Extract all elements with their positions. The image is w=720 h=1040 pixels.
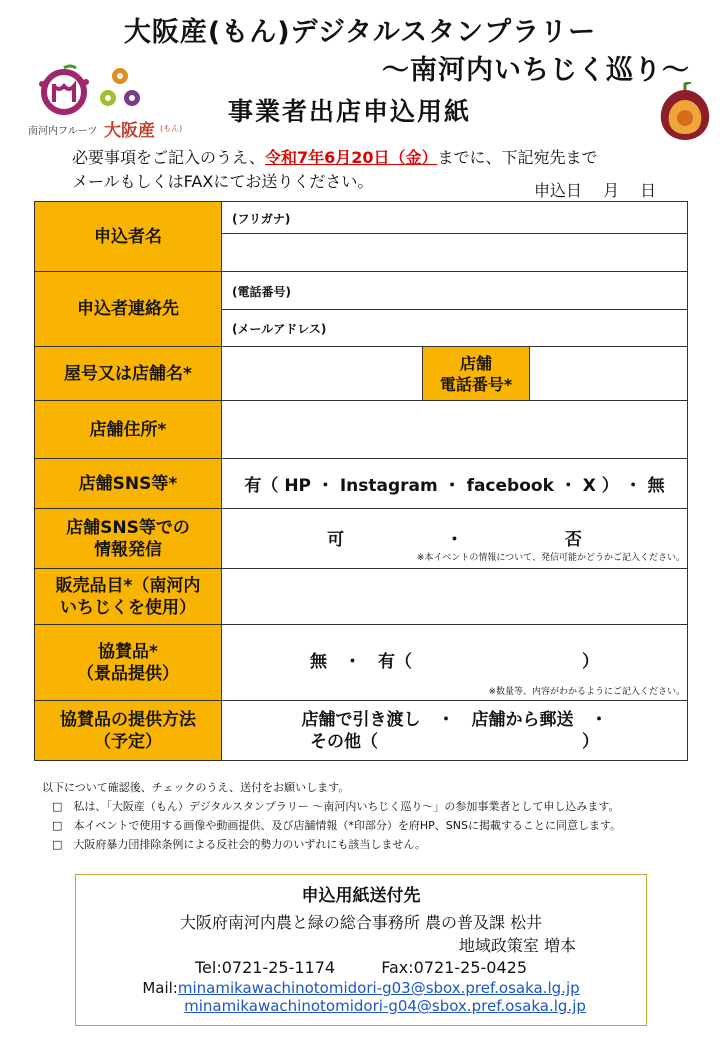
check-item[interactable]: □ 私は、「大阪産（もん）デジタルスタンプラリー 〜南河内いちじく巡り〜」の参加事業者として申し込みます。 [52, 800, 620, 813]
label-sponsor [35, 625, 222, 701]
contact-heading: 申込用紙送付先 [301, 886, 421, 906]
sns-info-line1: 店舗SNS等での [66, 517, 190, 538]
shop-phone-line1: 店舗 [459, 353, 492, 373]
sns-info-line2: 情報発信 [94, 539, 162, 560]
apply-date[interactable]: 申込日 月 日 [532, 178, 684, 202]
shop-name-field[interactable] [222, 347, 423, 401]
sponsor-options[interactable]: 無 ・ 有（ ） [310, 651, 599, 672]
mail-link-1[interactable]: minamikawachinotomidori-g03@sbox.pref.osaka.lg.jp [177, 979, 580, 997]
email-label: (メールアドレス) [232, 322, 327, 336]
contact-box [75, 874, 647, 1026]
intro-line2: メールもしくはFAXにてお送りください。 [72, 172, 374, 191]
label-products [35, 569, 222, 625]
mail-label: Mail: [142, 979, 178, 997]
intro-text [72, 146, 598, 194]
delivery-line1: 協賛品の提供方法 [60, 709, 196, 730]
sns-info-yes[interactable]: 可 [327, 529, 345, 550]
sns-info-dot: ・ [446, 529, 463, 550]
logo-caption-right: 大阪産 [104, 121, 155, 141]
label-delivery [35, 701, 222, 761]
checks-lead: 以下について確認後、チェックのうえ、送付をお願いします。 [42, 781, 350, 794]
sponsor-line2: （景品提供） [77, 663, 179, 684]
event-logo [28, 62, 188, 140]
label-contact: 申込者連絡先 [35, 272, 222, 347]
products-line1: 販売品目*（南河内 [55, 575, 201, 596]
products-field[interactable] [222, 569, 688, 625]
shop-phone-line2: 電話番号* [439, 374, 513, 394]
phone-field[interactable] [222, 272, 688, 310]
sns-info-note: ※本イベントの情報について、発信可能かどうかご記入ください。 [416, 552, 685, 563]
check-item[interactable]: □ 大阪府暴力団排除条例による反社会的勢力のいずれにも該当しません。 [52, 838, 427, 851]
confirmation-checks [42, 778, 621, 854]
sponsor-line1: 協賛品* [98, 641, 158, 662]
fig-icon [655, 82, 715, 142]
label-applicant-name: 申込者名 [35, 202, 222, 272]
email-field[interactable] [222, 310, 688, 347]
contact-line2: 地域政策室 増本 [458, 936, 576, 955]
intro-prefix: 必要事項をご記入のうえ、 [72, 148, 265, 167]
deadline: 令和7年6月20日（金） [264, 148, 438, 167]
furigana-label: (フリガナ) [232, 211, 291, 226]
title-line1: 大阪産(もん)デジタルスタンプラリー [123, 17, 597, 48]
shop-address-field[interactable] [222, 401, 688, 459]
logo-caption-left: 南河内フルーツ [28, 126, 98, 137]
label-shop-name: 屋号又は店舗名* [35, 347, 222, 401]
sns-info-field[interactable] [222, 509, 688, 569]
shop-phone-field[interactable] [530, 347, 688, 401]
furigana-field[interactable] [222, 202, 688, 234]
label-shop-phone [423, 347, 530, 401]
delivery-opt2[interactable]: その他（ ） [310, 731, 599, 752]
check-item[interactable]: □ 本イベントで使用する画像や動画提供、及び店舗情報（*印部分）を府HP、SNSに掲載することに同意します。 [52, 819, 622, 832]
logo-caption-sub: (もん) [160, 124, 183, 133]
label-sns-info [35, 509, 222, 569]
mail-link-2[interactable]: minamikawachinotomidori-g04@sbox.pref.osaka.lg.jp [184, 997, 586, 1015]
name-field[interactable] [222, 234, 688, 272]
products-line2: いちじくを使用） [60, 597, 196, 618]
sns-info-no[interactable]: 否 [564, 529, 582, 550]
label-shop-address: 店舗住所* [35, 401, 222, 459]
form-title: 事業者出店申込用紙 [228, 97, 472, 126]
application-form [34, 201, 688, 761]
tel: Tel:0721-25-1174 [194, 958, 336, 977]
delivery-line2: （予定） [94, 731, 162, 752]
delivery-field[interactable] [222, 701, 688, 761]
contact-line1: 大阪府南河内農と緑の総合事務所 農の普及課 松井 [179, 913, 543, 932]
title-line2: 〜南河内いちじく巡り〜 [382, 55, 690, 86]
fax: Fax:0721-25-0425 [381, 958, 527, 977]
sns-options[interactable]: 有（ HP ・ Instagram ・ facebook ・ X ） ・ 無 [222, 459, 688, 509]
intro-suffix: までに、下記宛先まで [437, 148, 598, 167]
sponsor-field[interactable] [222, 625, 688, 701]
sponsor-note: ※数量等、内容がわかるようにご記入ください。 [488, 686, 685, 697]
phone-label: (電話番号) [232, 284, 291, 299]
label-sns: 店舗SNS等* [35, 459, 222, 509]
delivery-opt1[interactable]: 店舗で引き渡し ・ 店舗から郵送 ・ [301, 709, 608, 730]
